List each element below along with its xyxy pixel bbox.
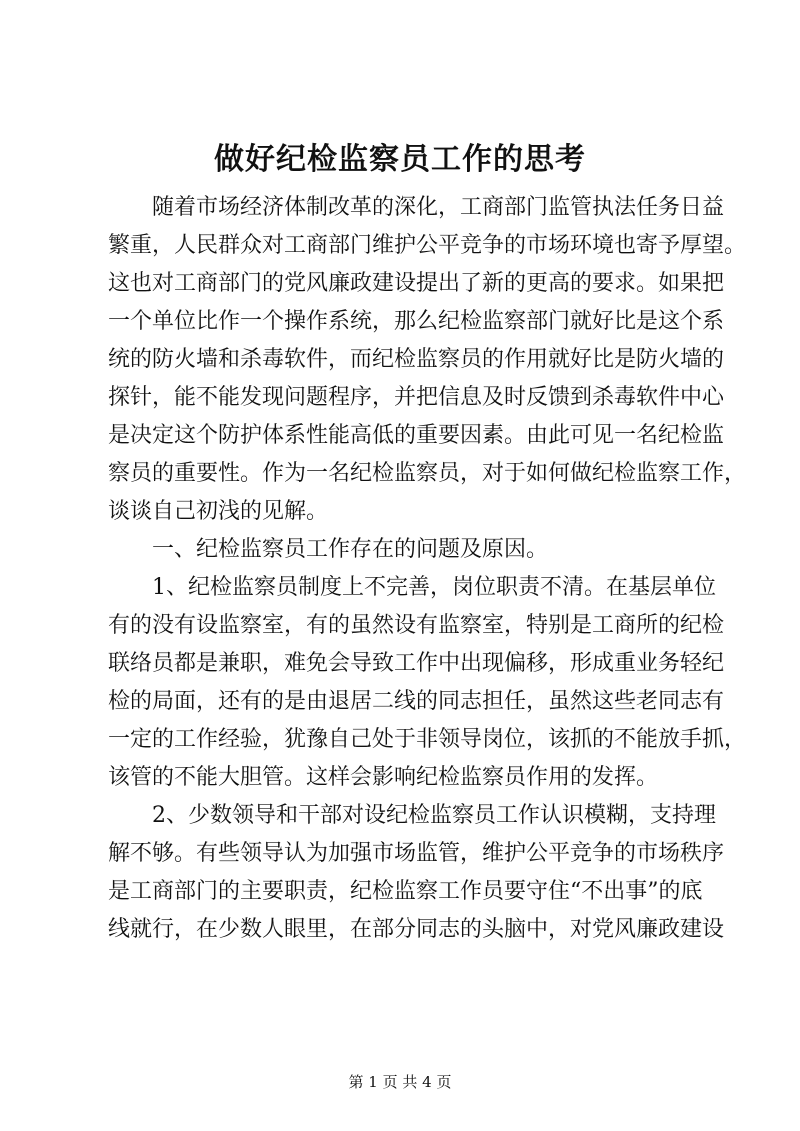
body-line: 探针，能不能发现问题程序，并把信息及时反馈到杀毒软件中心 (108, 385, 725, 410)
body-line: 解不够。有些领导认为加强市场监管，维护公平竞争的市场秩序 (108, 841, 725, 866)
body-line: 一个单位比作一个操作系统，那么纪检监察部门就好比是这个系 (108, 309, 725, 334)
body-line: 2、少数领导和干部对设纪检监察员工作认识模糊，支持理 (108, 803, 716, 828)
body-line: 联络员都是兼职，难免会导致工作中出现偏移，形成重业务轻纪 (108, 651, 725, 676)
document-title: 做好纪检监察员工作的思考 (214, 142, 586, 177)
body-line: 繁重，人民群众对工商部门维护公平竞争的市场环境也寄予厚望。 (108, 233, 747, 258)
body-line: 随着市场经济体制改革的深化，工商部门监管执法任务日益 (108, 195, 725, 220)
body-line: 统的防火墙和杀毒软件，而纪检监察员的作用就好比是防火墙的 (108, 347, 725, 372)
body-line: 一定的工作经验，犹豫自己处于非领导岗位，该抓的不能放手抓， (108, 727, 747, 752)
section-heading: 一、纪检监察员工作存在的问题及原因。 (108, 537, 549, 562)
body-line: 线就行，在少数人眼里，在部分同志的头脑中，对党风廉政建设 (108, 917, 725, 942)
body-line: 是工商部门的主要职责，纪检监察工作员要守住“不出事”的底 (108, 879, 703, 904)
body-line: 检的局面，还有的是由退居二线的同志担任，虽然这些老同志有 (108, 689, 725, 714)
body-line: 谈谈自己初浅的见解。 (108, 499, 329, 524)
body-line: 察员的重要性。作为一名纪检监察员，对于如何做纪检监察工作， (108, 461, 747, 486)
body-line: 是决定这个防护体系性能高低的重要因素。由此可见一名纪检监 (108, 423, 725, 448)
page-footer: 第 1 页 共 4 页 (348, 1073, 452, 1091)
body-line: 有的没有设监察室，有的虽然设有监察室，特别是工商所的纪检 (108, 613, 725, 638)
body-line: 1、纪检监察员制度上不完善，岗位职责不清。在基层单位 (108, 575, 716, 600)
body-line: 这也对工商部门的党风廉政建设提出了新的更高的要求。如果把 (108, 271, 725, 296)
body-line: 该管的不能大胆管。这样会影响纪检监察员作用的发挥。 (108, 765, 659, 790)
